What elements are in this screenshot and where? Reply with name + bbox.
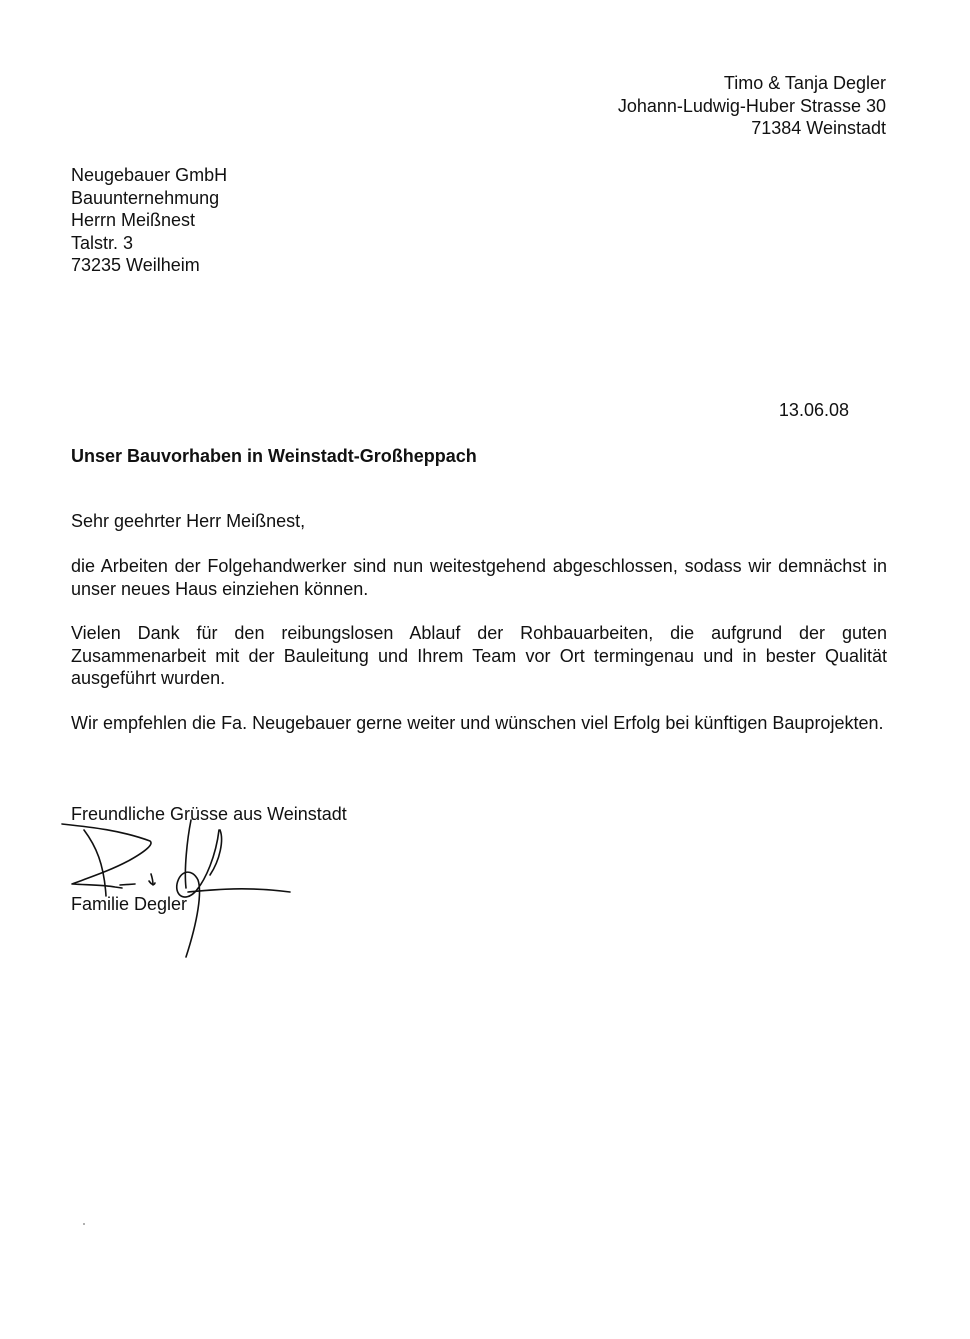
salutation: Sehr geehrter Herr Meißnest, — [71, 511, 306, 531]
sender-street: Johann-Ludwig-Huber Strasse 30 — [617, 95, 886, 116]
body-paragraph: die Arbeiten der Folgehandwerker sind nun weitestgehend abgeschlossen, sodass wir demnächst in unser neues Haus einziehen können. — [71, 556, 887, 599]
letter-subject: Unser Bauvorhaben in Weinstadt-Großheppach — [71, 446, 477, 466]
recipient-department: Bauunternehmung — [71, 187, 220, 208]
recipient-company: Neugebauer GmbH — [71, 165, 228, 185]
handwritten-signature — [60, 800, 310, 970]
body-paragraph: Wir empfehlen die Fa. Neugebauer gerne weiter und wünschen viel Erfolg bei künftigen Bauprojekten. — [71, 713, 884, 733]
closing-line: Freundliche Grüsse aus Weinstadt — [71, 804, 347, 824]
recipient-address — [71, 164, 227, 277]
sender-city: 71384 Weinstadt — [751, 118, 886, 138]
sender-address — [618, 72, 886, 140]
sender-name: Timo & Tanja Degler — [723, 73, 886, 93]
letter-date: 13.06.08 — [778, 400, 849, 420]
recipient-city: 73235 Weilheim — [71, 255, 200, 275]
scan-speck — [83, 1223, 85, 1225]
body-paragraph: Vielen Dank für den reibungslosen Ablauf der Rohbauarbeiten, die aufgrund der guten Zusammenarbeit mit der Bauleitung und Ihrem Team vor Ort termingenau und in bester Qualität ausgeführt wurden. — [71, 623, 887, 688]
recipient-street: Talstr. 3 — [71, 232, 134, 253]
recipient-person: Herrn Meißnest — [71, 210, 196, 230]
signoff-name: Familie Degler — [71, 894, 188, 914]
